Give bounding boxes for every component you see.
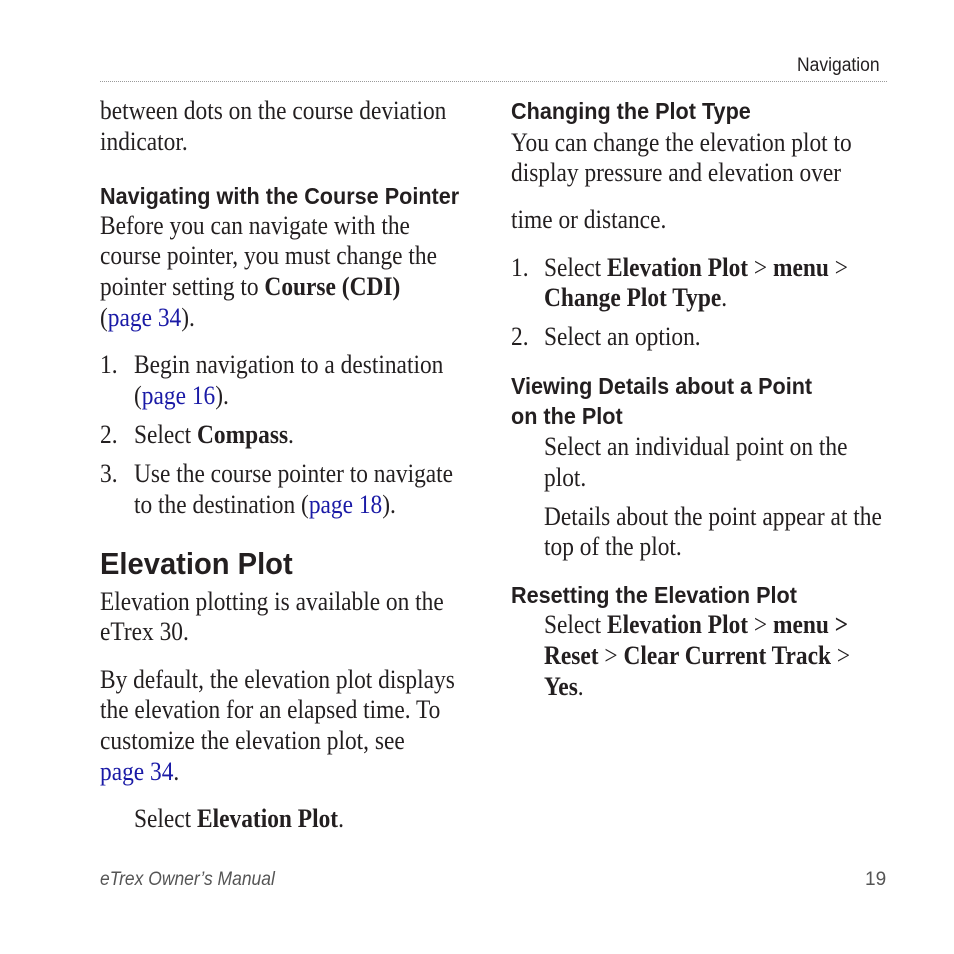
paragraph-line bbox=[100, 757, 179, 788]
paragraph-line: customize the elevation plot, see bbox=[100, 726, 405, 755]
menu-item-name: Elevation Plot bbox=[197, 804, 339, 833]
heading-plot-type: Changing the Plot Type bbox=[511, 98, 751, 124]
menu-item-name: Clear Current Track bbox=[623, 641, 832, 670]
instruction-line bbox=[544, 672, 584, 703]
paragraph-line: Before you can navigate with the bbox=[100, 211, 410, 240]
text-run: . bbox=[338, 804, 344, 833]
text-run: Select bbox=[134, 420, 198, 449]
heading-details: on the Plot bbox=[511, 403, 623, 429]
heading-details: Viewing Details about a Point bbox=[511, 373, 813, 399]
step-text bbox=[134, 381, 229, 412]
step-text: Select an option. bbox=[544, 322, 701, 351]
step-text: Begin navigation to a destination bbox=[134, 350, 444, 379]
paragraph-line: top of the plot. bbox=[544, 532, 682, 561]
step-number: 1. bbox=[511, 253, 529, 282]
step-text bbox=[134, 490, 396, 521]
heading-course-pointer: Navigating with the Course Pointer bbox=[100, 183, 460, 209]
step-number: 1. bbox=[100, 350, 118, 379]
menu-item-name: Elevation Plot bbox=[607, 610, 749, 639]
text-run: ( bbox=[100, 303, 108, 332]
text-run: Select bbox=[544, 253, 608, 282]
instruction-line bbox=[544, 641, 850, 672]
step-number: 2. bbox=[511, 322, 529, 351]
menu-item-name: menu > bbox=[772, 610, 849, 639]
step-text bbox=[544, 283, 727, 314]
step-number: 3. bbox=[100, 459, 118, 488]
menu-item-name: Elevation Plot bbox=[607, 253, 749, 282]
paragraph-line: By default, the elevation plot displays bbox=[100, 665, 455, 694]
paragraph-line: time or distance. bbox=[511, 205, 667, 234]
text-run: > bbox=[598, 641, 624, 670]
paragraph-line bbox=[100, 272, 400, 303]
paragraph-line: plot. bbox=[544, 463, 587, 492]
page-link-34[interactable]: page 34 bbox=[107, 303, 182, 332]
heading-elevation-plot: Elevation Plot bbox=[100, 546, 293, 581]
paragraph-line: Select an individual point on the bbox=[544, 432, 848, 461]
menu-item-name: Yes bbox=[544, 672, 578, 701]
paragraph-line: Elevation plotting is available on the bbox=[100, 587, 444, 616]
step-text: Use the course pointer to navigate bbox=[134, 459, 454, 488]
page-link-34[interactable]: page 34 bbox=[100, 757, 174, 786]
page-link-16[interactable]: page 16 bbox=[141, 381, 216, 410]
footer-manual-title: eTrex Owner’s Manual bbox=[100, 869, 275, 890]
menu-item-name: Reset bbox=[544, 641, 599, 670]
setting-name: Course (CDI) bbox=[264, 272, 401, 301]
paragraph-line: eTrex 30. bbox=[100, 617, 189, 646]
text-run: to the destination ( bbox=[134, 490, 309, 519]
step-text bbox=[544, 253, 848, 284]
paragraph-line: course pointer, you must change the bbox=[100, 241, 437, 270]
step-text bbox=[134, 420, 294, 451]
text-run: ). bbox=[181, 303, 195, 332]
text-run: Select bbox=[134, 804, 198, 833]
step-number: 2. bbox=[100, 420, 118, 449]
continued-text-line: indicator. bbox=[100, 127, 188, 156]
text-run: ( bbox=[134, 381, 142, 410]
page-number: 19 bbox=[865, 869, 887, 890]
paragraph-line: display pressure and elevation over bbox=[511, 158, 842, 187]
paragraph-line bbox=[100, 303, 195, 334]
heading-reset: Resetting the Elevation Plot bbox=[511, 582, 797, 608]
paragraph-line: the elevation for an elapsed time. To bbox=[100, 695, 441, 724]
text-run: . bbox=[577, 672, 584, 701]
text-run: . bbox=[721, 283, 728, 312]
continued-text-line: between dots on the course deviation bbox=[100, 96, 447, 125]
page-link-18[interactable]: page 18 bbox=[308, 490, 383, 519]
paragraph-line: You can change the elevation plot to bbox=[511, 128, 852, 157]
text-run: . bbox=[288, 420, 294, 449]
text-run: > bbox=[831, 641, 851, 670]
menu-item-name: Compass bbox=[197, 420, 289, 449]
text-run: > bbox=[828, 253, 848, 282]
text-run: Select bbox=[544, 610, 608, 639]
menu-item-name: menu bbox=[772, 253, 829, 282]
text-run: pointer setting to bbox=[100, 272, 265, 301]
menu-item-name: Change Plot Type bbox=[544, 283, 722, 312]
text-run: > bbox=[748, 610, 773, 639]
instruction-line bbox=[134, 804, 344, 835]
paragraph-line: Details about the point appear at the bbox=[544, 502, 882, 531]
text-run: . bbox=[173, 757, 180, 786]
header-divider bbox=[100, 81, 887, 82]
text-run: > bbox=[748, 253, 773, 282]
text-run: ). bbox=[215, 381, 229, 410]
text-run: ). bbox=[382, 490, 396, 519]
running-header: Navigation bbox=[797, 55, 880, 76]
instruction-line bbox=[544, 610, 848, 641]
